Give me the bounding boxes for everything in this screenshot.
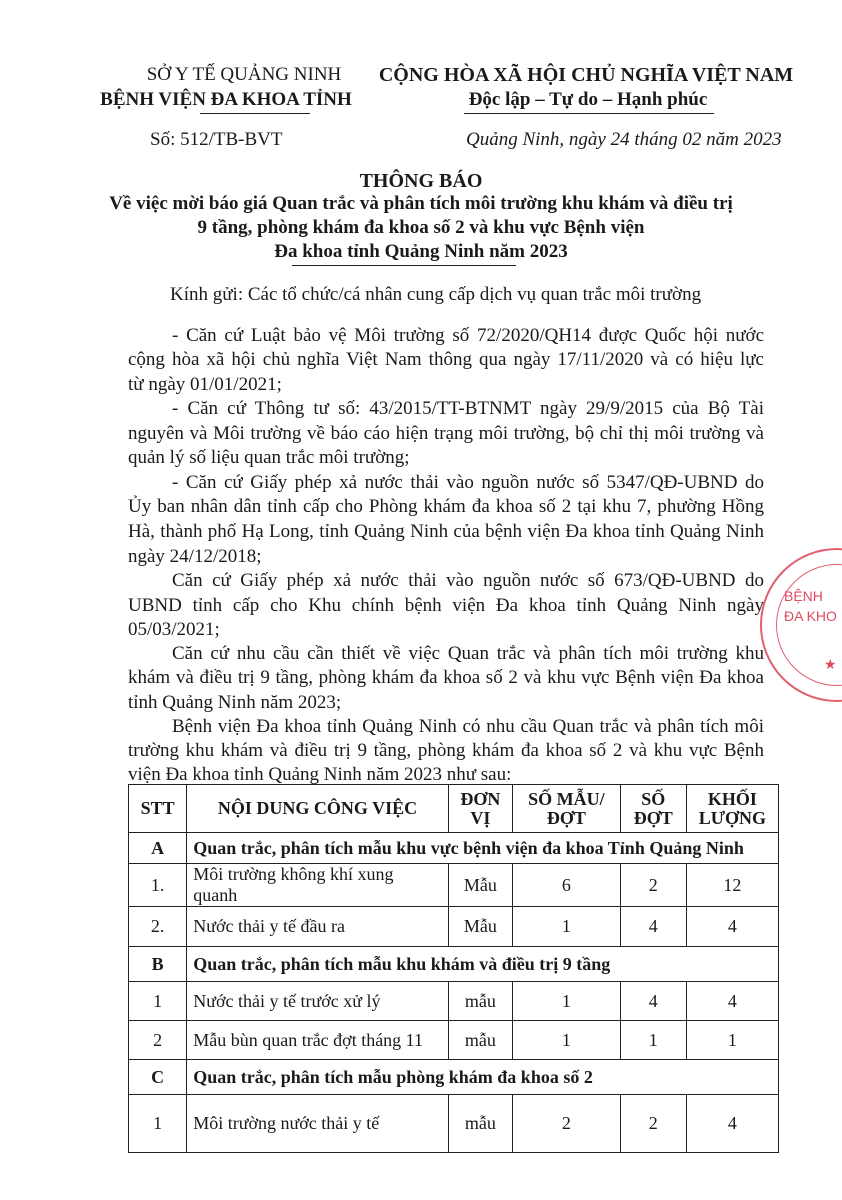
section-row-b: [129, 947, 779, 982]
header-samples-line-2: ĐỢT: [546, 807, 586, 828]
cell-unit: Mẫu: [448, 864, 512, 907]
table-row: [129, 907, 779, 947]
cell-volume: 4: [686, 1095, 778, 1153]
cell-content: Nước thải y tế trước xử lý: [187, 982, 449, 1021]
cell-stt: 1: [129, 1095, 187, 1153]
para-4-line-3: 05/03/2021;: [128, 619, 220, 640]
para-3-line-4: ngày 24/12/2018;: [128, 546, 262, 567]
cell-content: Nước thải y tế đầu ra: [187, 907, 449, 947]
agency-name: SỞ Y TẾ QUẢNG NINH: [146, 64, 342, 85]
issue-date: Quảng Ninh, ngày 24 tháng 02 năm 2023: [466, 129, 782, 150]
cell-stt: 2: [129, 1021, 187, 1060]
cell-rounds: 4: [620, 982, 686, 1021]
section-code: A: [129, 833, 187, 864]
section-code: B: [129, 947, 187, 982]
para-6-line-2: trường khu khám và điều trị 9 tầng, phòng khám đa khoa số 2 và khu vực Bệnh: [128, 740, 764, 761]
header-unit-line-1: ĐƠN: [460, 788, 501, 809]
document-title: THÔNG BÁO: [359, 170, 483, 192]
title-underline: [292, 265, 516, 266]
cell-rounds: 2: [620, 1095, 686, 1153]
header-volume-line-2: LƯỢNG: [698, 807, 767, 828]
cell-samples: 6: [513, 864, 621, 907]
section-title: Quan trắc, phân tích mẫu phòng khám đa khoa số 2: [187, 1060, 779, 1095]
para-5-line-1: Căn cứ nhu cầu cần thiết về việc Quan trắc và phân tích môi trường khu: [172, 643, 764, 664]
header-rounds-line-2: ĐỢT: [633, 807, 673, 828]
cell-unit: mẫu: [448, 1095, 512, 1153]
table-header-row: [129, 785, 779, 833]
stamp-text-1: BỆNH: [784, 588, 823, 604]
header-rounds-line-1: SỐ: [641, 788, 666, 809]
cell-samples: 1: [513, 907, 621, 947]
section-row-c: [129, 1060, 779, 1095]
header-stt: STT: [129, 785, 187, 833]
para-2-line-2: nguyên và Môi trường về báo cáo hiện trạng môi trường, bộ chỉ thị môi trường và: [128, 423, 764, 444]
document-number: Số: 512/TB-BVT: [150, 129, 283, 150]
header-samples: [513, 785, 621, 833]
header-left-underline: [200, 113, 310, 114]
recipient-line: Kính gửi: Các tổ chức/cá nhân cung cấp dịch vụ quan trắc môi trường: [170, 284, 702, 305]
document-subject-line-1: Về việc mời báo giá Quan trắc và phân tích môi trường khu khám và điều trị: [109, 193, 733, 214]
cell-stt: 1: [129, 982, 187, 1021]
cell-volume: 4: [686, 982, 778, 1021]
para-6-line-1: Bệnh viện Đa khoa tỉnh Quảng Ninh có nhu cầu Quan trắc và phân tích môi: [172, 716, 764, 737]
para-1-line-3: từ ngày 01/01/2021;: [128, 374, 282, 395]
stamp-star-icon: ★: [824, 656, 837, 672]
cell-stt: 2.: [129, 907, 187, 947]
cell-content: Môi trường không khí xung quanh: [187, 864, 449, 907]
cell-unit: Mẫu: [448, 907, 512, 947]
header-unit: [448, 785, 512, 833]
header-content: NỘI DUNG CÔNG VIỆC: [187, 785, 449, 833]
section-code: C: [129, 1060, 187, 1095]
cell-volume: 12: [686, 864, 778, 907]
table-row: [129, 1095, 779, 1153]
cell-volume: 4: [686, 907, 778, 947]
header-unit-line-2: VỊ: [470, 807, 491, 828]
cell-content: Môi trường nước thải y tế: [187, 1095, 449, 1153]
cell-stt: 1.: [129, 864, 187, 907]
para-1-line-2: cộng hòa xã hội chủ nghĩa Việt Nam thông qua ngày 17/11/2020 và có hiệu lực: [128, 349, 764, 370]
national-title: CỘNG HÒA XÃ HỘI CHỦ NGHĨA VIỆT NAM: [378, 64, 794, 86]
work-items-table: [128, 784, 779, 1153]
para-4-line-1: Căn cứ Giấy phép xả nước thải vào nguồn nước số 673/QĐ-UBND do: [172, 570, 764, 591]
cell-rounds: 1: [620, 1021, 686, 1060]
national-motto: Độc lập – Tự do – Hạnh phúc: [468, 89, 708, 110]
para-3-line-3: Hà, thành phố Hạ Long, tỉnh Quảng Ninh của bệnh viện Đa khoa tỉnh Quảng Ninh: [128, 521, 764, 542]
para-2-line-3: quản lý số liệu quan trắc môi trường;: [128, 447, 410, 468]
header-volume-line-1: KHỐI: [707, 788, 757, 809]
para-3-line-1: - Căn cứ Giấy phép xả nước thải vào nguồn nước số 5347/QĐ-UBND do: [172, 472, 764, 493]
cell-samples: 2: [513, 1095, 621, 1153]
cell-unit: mẫu: [448, 1021, 512, 1060]
para-6-line-3: viện Đa khoa tỉnh Quảng Ninh năm 2023 như sau:: [128, 764, 512, 785]
para-5-line-3: tỉnh Quảng Ninh năm 2023;: [128, 692, 342, 713]
table-row: [129, 1021, 779, 1060]
para-2-line-1: - Căn cứ Thông tư số: 43/2015/TT-BTNMT ngày 29/9/2015 của Bộ Tài: [172, 398, 764, 419]
cell-samples: 1: [513, 1021, 621, 1060]
cell-rounds: 2: [620, 864, 686, 907]
cell-samples: 1: [513, 982, 621, 1021]
header-right-underline: [464, 113, 714, 114]
para-5-line-2: khám và điều trị 9 tầng, phòng khám đa khoa số 2 và khu vực Bệnh viện Đa khoa: [128, 667, 764, 688]
header-rounds: [620, 785, 686, 833]
cell-content: Mẫu bùn quan trắc đợt tháng 11: [187, 1021, 449, 1060]
para-1-line-1: - Căn cứ Luật bảo vệ Môi trường số 72/2020/QH14 được Quốc hội nước: [172, 325, 764, 346]
table-row: [129, 864, 779, 907]
header-samples-line-1: SỐ MẪU/: [528, 788, 605, 809]
red-seal-stamp: [760, 548, 842, 702]
para-4-line-2: UBND tỉnh cấp cho Khu chính bệnh viện Đa khoa tỉnh Quảng Ninh ngày: [128, 595, 764, 616]
para-3-line-2: Ủy ban nhân dân tỉnh cấp cho Phòng khám đa khoa số 2 tại khu 7, phường Hồng: [128, 496, 764, 517]
document-subject-line-2: 9 tầng, phòng khám đa khoa số 2 và khu vực Bệnh viện: [197, 217, 645, 238]
cell-volume: 1: [686, 1021, 778, 1060]
section-title: Quan trắc, phân tích mẫu khu khám và điều trị 9 tầng: [187, 947, 779, 982]
cell-unit: mẫu: [448, 982, 512, 1021]
hospital-name: BỆNH VIỆN ĐA KHOA TỈNH: [100, 89, 352, 110]
section-row-a: [129, 833, 779, 864]
stamp-text-2: ĐA KHO: [784, 608, 837, 624]
header-volume: [686, 785, 778, 833]
table-row: [129, 982, 779, 1021]
section-title: Quan trắc, phân tích mẫu khu vực bệnh viện đa khoa Tỉnh Quảng Ninh: [187, 833, 779, 864]
cell-rounds: 4: [620, 907, 686, 947]
document-subject-line-3: Đa khoa tỉnh Quảng Ninh năm 2023: [274, 241, 568, 262]
